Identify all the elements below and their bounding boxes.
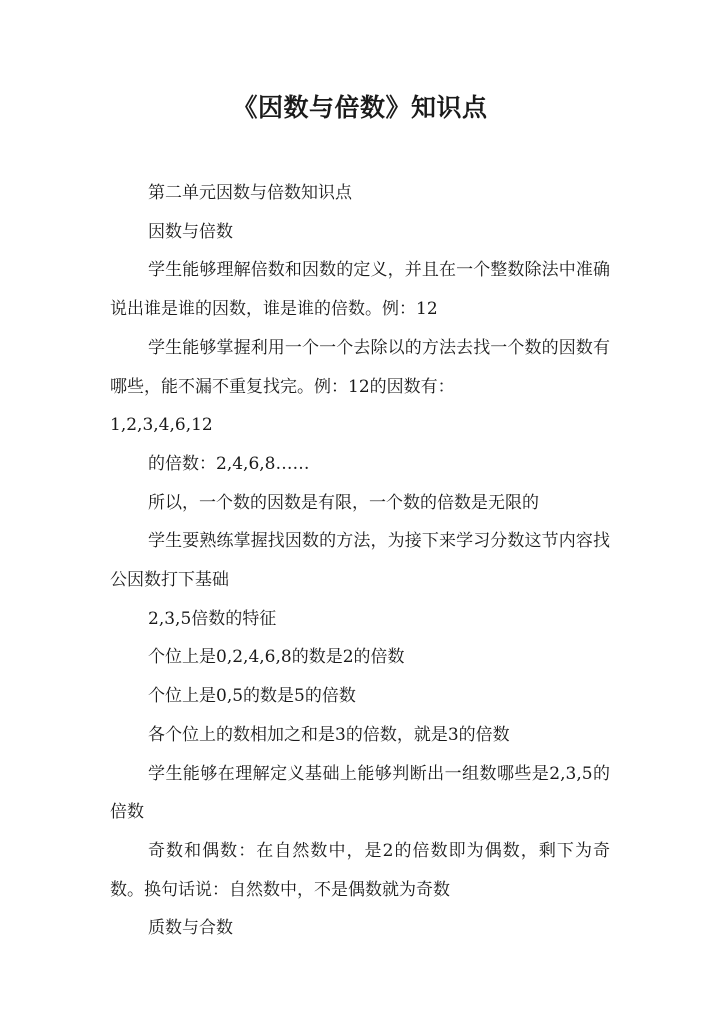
paragraph-unit-heading: 第二单元因数与倍数知识点 <box>148 183 352 203</box>
paragraph-section-factors-multiples: 因数与倍数 <box>148 221 233 242</box>
paragraph-multiple-of-2: 个位上是0,2,4,6,8的数是2的倍数 <box>148 647 405 668</box>
paragraph-multiple-of-5: 个位上是0,5的数是5的倍数 <box>148 686 356 707</box>
paragraph-master-method: 学生要熟练掌握找因数的方法，为接下来学习分数这节内容找公因数打下基础 <box>110 531 610 591</box>
paragraph-odd-even: 奇数和偶数：在自然数中，是2的倍数即为偶数，剩下为奇数。换句话说：自然数中，不是偶数就为奇数 <box>110 840 610 900</box>
paragraph-multiples-example: 的倍数：2,4,6,8…… <box>148 453 310 474</box>
paragraph-multiple-of-3: 各个位上的数相加之和是3的倍数，就是3的倍数 <box>148 724 510 745</box>
paragraph-prime-composite: 质数与合数 <box>148 918 233 939</box>
paragraph-finite-infinite: 所以，一个数的因数是有限，一个数的倍数是无限的 <box>148 492 539 513</box>
paragraph-factor-list: 1,2,3,4,6,12 <box>110 415 213 436</box>
document-title: 《因数与倍数》知识点 <box>232 93 488 122</box>
paragraph-finding-factors: 学生能够掌握利用一个一个去除以的方法去找一个数的因数有哪些，能不漏不重复找完。例：12的因数有： <box>110 337 610 397</box>
paragraph-235-features: 2,3,5倍数的特征 <box>148 608 277 629</box>
document-body <box>110 174 610 948</box>
paragraph-definition: 学生能够理解倍数和因数的定义，并且在一个整数除法中准确说出谁是谁的因数，谁是谁的倍数。例：12 <box>110 260 610 320</box>
paragraph-judge-multiples: 学生能够在理解定义基础上能够判断出一组数哪些是2,3,5的倍数 <box>110 763 610 823</box>
